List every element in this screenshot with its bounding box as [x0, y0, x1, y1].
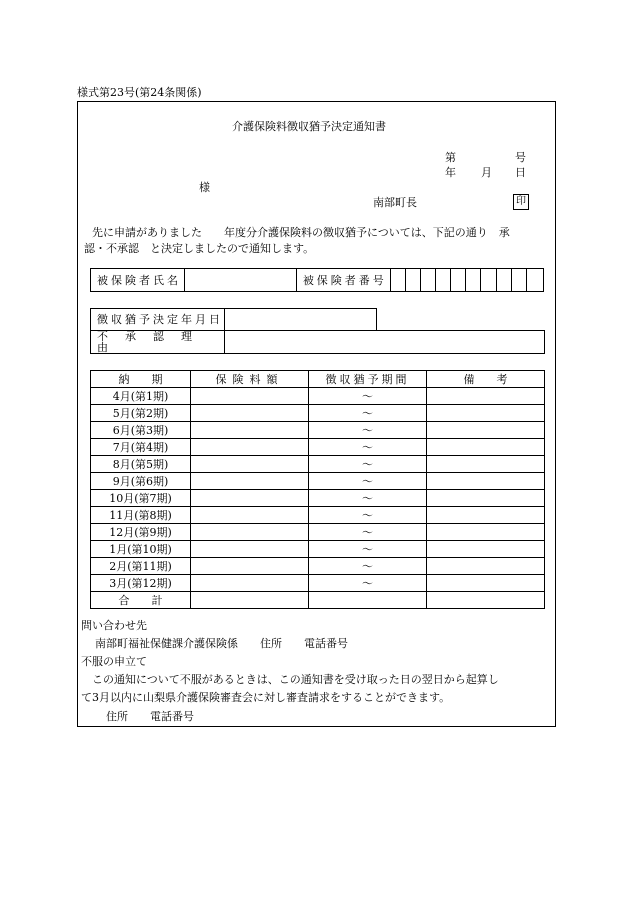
premium-amount-cell[interactable] — [191, 490, 309, 507]
table-row — [91, 490, 545, 507]
due-period: 11月(第8期) — [91, 507, 191, 524]
remarks-cell[interactable] — [427, 388, 545, 405]
total-remarks-cell[interactable] — [427, 592, 545, 609]
inquiry-heading: 問い合わせ先 — [81, 619, 147, 632]
date-day: 日 — [515, 166, 526, 179]
table-row — [91, 456, 545, 473]
remarks-cell[interactable] — [427, 473, 545, 490]
seal-mark: 印 — [513, 194, 529, 210]
due-period: 3月(第12期) — [91, 575, 191, 592]
table-row — [91, 388, 545, 405]
insured-number-digit[interactable] — [481, 269, 496, 292]
premium-amount-cell[interactable] — [191, 405, 309, 422]
table-row — [91, 524, 545, 541]
premium-amount-cell[interactable] — [191, 541, 309, 558]
premium-amount-cell[interactable] — [191, 439, 309, 456]
premium-schedule-table — [90, 370, 545, 609]
remarks-cell[interactable] — [427, 456, 545, 473]
total-deferral-cell[interactable] — [309, 592, 427, 609]
table-row — [91, 558, 545, 575]
appeal-heading: 不服の申立て — [81, 655, 147, 668]
remarks-cell[interactable] — [427, 439, 545, 456]
insured-number-digit[interactable] — [420, 269, 435, 292]
due-period: 12月(第9期) — [91, 524, 191, 541]
table-row — [91, 541, 545, 558]
refusal-reason-label: 不承認理由 — [91, 331, 225, 354]
deferral-period-cell[interactable]: ～ — [309, 507, 427, 524]
addressee-suffix: 様 — [199, 181, 210, 194]
remarks-cell[interactable] — [427, 507, 545, 524]
total-label: 合 計 — [91, 592, 191, 609]
insured-number-digit[interactable] — [511, 269, 526, 292]
deferral-period-cell[interactable]: ～ — [309, 541, 427, 558]
appeal-line-2: て3月以内に山梨県介護保険審査会に対し審査請求をすることができます。 — [81, 691, 451, 704]
premium-amount-cell[interactable] — [191, 558, 309, 575]
table-row — [91, 405, 545, 422]
premium-amount-cell[interactable] — [191, 456, 309, 473]
insured-number-digit[interactable] — [451, 269, 466, 292]
header-due-period: 納 期 — [91, 371, 191, 388]
header-premium-amount: 保険料額 — [191, 371, 309, 388]
due-period: 10月(第7期) — [91, 490, 191, 507]
remarks-cell[interactable] — [427, 422, 545, 439]
header-remarks: 備 考 — [427, 371, 545, 388]
deferral-period-cell[interactable]: ～ — [309, 439, 427, 456]
number-prefix: 第 — [445, 151, 456, 164]
number-suffix: 号 — [515, 151, 526, 164]
decision-date-table — [90, 308, 377, 331]
premium-amount-cell[interactable] — [191, 388, 309, 405]
appeal-contact: 住所 電話番号 — [106, 710, 194, 723]
table-row — [91, 575, 545, 592]
deferral-period-cell[interactable]: ～ — [309, 490, 427, 507]
refusal-reason-table — [90, 330, 545, 354]
remarks-cell[interactable] — [427, 524, 545, 541]
premium-amount-cell[interactable] — [191, 524, 309, 541]
remarks-cell[interactable] — [427, 490, 545, 507]
deferral-period-cell[interactable]: ～ — [309, 422, 427, 439]
insured-table — [90, 268, 544, 292]
deferral-period-cell[interactable]: ～ — [309, 405, 427, 422]
insured-number-digit[interactable] — [526, 269, 543, 292]
due-period: 4月(第1期) — [91, 388, 191, 405]
remarks-cell[interactable] — [427, 541, 545, 558]
body-line-2: 認・不承認 と決定しましたので通知します。 — [84, 242, 315, 255]
remarks-cell[interactable] — [427, 558, 545, 575]
due-period: 9月(第6期) — [91, 473, 191, 490]
decision-date-field[interactable] — [225, 309, 377, 331]
deferral-period-cell[interactable]: ～ — [309, 575, 427, 592]
premium-amount-cell[interactable] — [191, 507, 309, 524]
due-period: 1月(第10期) — [91, 541, 191, 558]
insured-number-digit[interactable] — [496, 269, 511, 292]
deferral-period-cell[interactable]: ～ — [309, 388, 427, 405]
refusal-reason-field[interactable] — [225, 331, 545, 354]
table-row — [91, 439, 545, 456]
due-period: 7月(第4期) — [91, 439, 191, 456]
deferral-period-cell[interactable]: ～ — [309, 558, 427, 575]
table-row — [91, 473, 545, 490]
form-number: 様式第23号(第24条関係) — [77, 86, 202, 99]
body-line-1: 先に申請がありました 年度分介護保険料の徴収猶予については、下記の通り 承 — [92, 226, 510, 239]
issuer-name: 南部町長 — [373, 196, 417, 209]
decision-date-label: 徴収猶予決定年月日 — [91, 309, 225, 331]
deferral-period-cell[interactable]: ～ — [309, 524, 427, 541]
premium-amount-cell[interactable] — [191, 575, 309, 592]
date-year: 年 — [445, 166, 456, 179]
inquiry-contact: 南部町福祉保健課介護保険係 住所 電話番号 — [95, 637, 348, 650]
due-period: 5月(第2期) — [91, 405, 191, 422]
date-month: 月 — [481, 166, 492, 179]
premium-amount-cell[interactable] — [191, 422, 309, 439]
insured-name-field[interactable] — [184, 269, 296, 292]
total-premium-cell[interactable] — [191, 592, 309, 609]
document-title: 介護保険料徴収猶予決定通知書 — [232, 120, 386, 133]
deferral-period-cell[interactable]: ～ — [309, 473, 427, 490]
table-row — [91, 507, 545, 524]
remarks-cell[interactable] — [427, 575, 545, 592]
due-period: 6月(第3期) — [91, 422, 191, 439]
insured-name-label: 被保険者氏名 — [91, 269, 185, 292]
remarks-cell[interactable] — [427, 405, 545, 422]
table-row — [91, 422, 545, 439]
insured-number-digit[interactable] — [405, 269, 420, 292]
due-period: 8月(第5期) — [91, 456, 191, 473]
premium-amount-cell[interactable] — [191, 473, 309, 490]
appeal-line-1: この通知について不服があるときは、この通知書を受け取った日の翌日から起算し — [92, 673, 499, 686]
insured-number-digit[interactable] — [466, 269, 481, 292]
due-period: 2月(第11期) — [91, 558, 191, 575]
total-row — [91, 592, 545, 609]
header-deferral-period: 徴収猶予期間 — [309, 371, 427, 388]
insured-number-digit[interactable] — [436, 269, 451, 292]
insured-number-label: 被保険者番号 — [296, 269, 390, 292]
deferral-period-cell[interactable]: ～ — [309, 456, 427, 473]
insured-number-digit[interactable] — [390, 269, 405, 292]
